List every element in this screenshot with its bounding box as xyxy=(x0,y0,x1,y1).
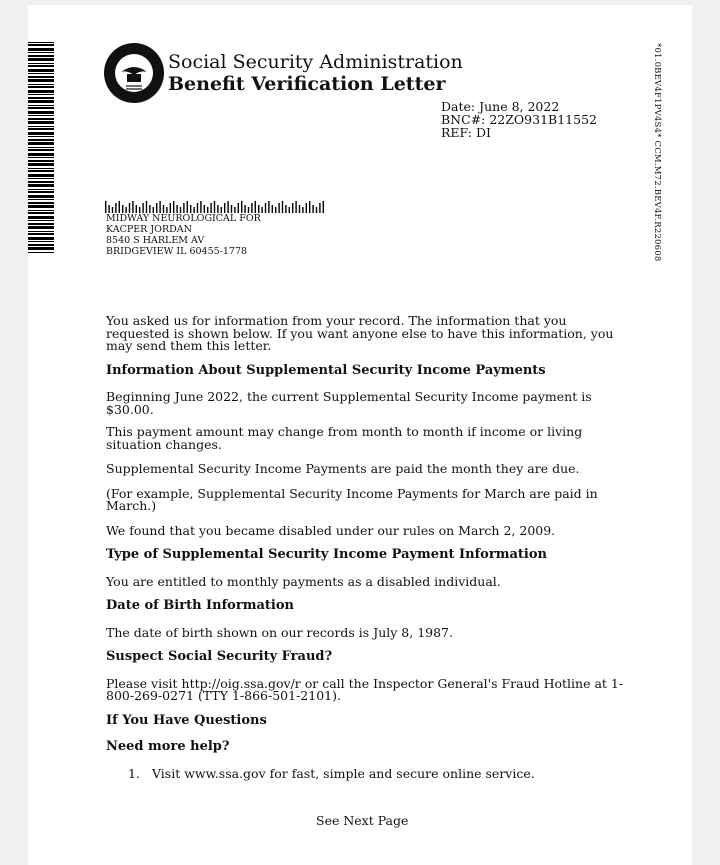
barcode-bar xyxy=(275,207,276,213)
barcode-bar xyxy=(238,203,239,213)
barcode-bar xyxy=(28,157,54,158)
barcode-bar xyxy=(28,223,54,225)
barcode-bar xyxy=(241,201,242,213)
barcode-bar xyxy=(170,203,171,213)
paragraph: Please visit http://oig.ssa.gov/r or call the Inspector General's Fraud Hotline at 1-800-269-0271 (TTY 1-866-501-2101). xyxy=(106,675,624,703)
barcode-bar xyxy=(312,205,313,213)
barcode-bar xyxy=(255,201,256,213)
barcode-bar xyxy=(173,201,174,213)
barcode-bar xyxy=(204,205,205,213)
side-tracking-code xyxy=(648,43,664,262)
barcode-bar xyxy=(28,65,54,67)
barcode-bar xyxy=(251,203,252,213)
barcode-bar xyxy=(214,201,215,213)
barcode-bar xyxy=(28,79,54,82)
barcode-bar xyxy=(306,203,307,213)
barcode-bar xyxy=(268,201,269,213)
barcode-bar xyxy=(295,201,296,213)
barcode-bar xyxy=(28,58,54,61)
barcode-bar xyxy=(28,128,54,130)
barcode-bar xyxy=(28,97,54,99)
list-text: Visit www.ssa.gov for fast, simple and secure online service. xyxy=(152,765,535,781)
barcode-bar xyxy=(224,203,225,213)
barcode-bar xyxy=(28,153,54,156)
barcode-bar xyxy=(227,201,228,213)
letter-page xyxy=(28,5,692,865)
barcode-bar xyxy=(28,184,54,187)
letter-ref: REF: DI xyxy=(441,125,491,140)
barcode-bar xyxy=(217,205,218,213)
barcode-bar xyxy=(285,205,286,213)
barcode-bar xyxy=(28,121,54,124)
barcode-bar xyxy=(28,252,54,253)
section-heading: Need more help? xyxy=(106,739,230,754)
barcode-bar xyxy=(28,195,54,198)
barcode-bar xyxy=(28,237,54,240)
barcode-bar xyxy=(28,216,54,219)
ssa-seal-logo xyxy=(103,42,165,104)
barcode-bar xyxy=(28,149,54,151)
section-heading: Type of Supplemental Security Income Payment Information xyxy=(106,547,547,562)
barcode-bar xyxy=(28,160,54,162)
barcode-bar xyxy=(156,203,157,213)
barcode-bar xyxy=(28,139,54,141)
barcode-bar xyxy=(272,205,273,213)
barcode-bar xyxy=(28,42,54,43)
barcode-bar xyxy=(316,207,317,213)
barcode-bar xyxy=(119,201,120,213)
barcode-bar xyxy=(28,115,54,116)
barcode-bar xyxy=(28,94,54,95)
barcode-bar xyxy=(28,73,54,74)
agency-name: Social Security Administration xyxy=(168,51,463,73)
barcode-bar xyxy=(28,69,54,72)
barcode-bar xyxy=(28,147,54,148)
barcode-bar xyxy=(28,55,54,57)
barcode-bar xyxy=(28,136,54,137)
side-tracking-text: *01.0BEV4F1PV4S4* CCM.M72.BEV4F.R220608 xyxy=(652,43,662,262)
barcode-bar xyxy=(261,207,262,213)
barcode-bar xyxy=(323,201,324,213)
barcode-bar xyxy=(28,205,54,208)
barcode-bar xyxy=(28,233,54,235)
letter-body xyxy=(106,315,626,780)
barcode-bar xyxy=(282,201,283,213)
barcode-bar xyxy=(197,203,198,213)
see-next-page: See Next Page xyxy=(316,813,409,828)
barcode-bar xyxy=(28,111,54,114)
section-heading: Date of Birth Information xyxy=(106,598,294,613)
barcode-bar xyxy=(302,207,303,213)
paragraph: Beginning June 2022, the current Supplemental Security Income payment is $30.00. xyxy=(106,389,592,417)
barcode-bar xyxy=(28,76,54,78)
barcode-bar xyxy=(149,205,150,213)
letter-meta xyxy=(441,100,597,139)
paragraph: Supplemental Security Income Payments are paid the month they are due. xyxy=(106,461,580,476)
address-line: KACPER JORDAN xyxy=(106,224,192,235)
barcode-bar xyxy=(28,191,54,193)
barcode-bar xyxy=(28,170,54,172)
section-heading: If You Have Questions xyxy=(106,712,267,728)
barcode-bar xyxy=(28,212,54,214)
barcode-bar xyxy=(28,220,54,221)
barcode-bar xyxy=(105,201,106,213)
barcode-bar xyxy=(28,90,54,93)
barcode-bar xyxy=(200,201,201,213)
barcode-bar xyxy=(146,201,147,213)
paragraph: We found that you became disabled under our rules on March 2, 2009. xyxy=(106,522,556,538)
barcode-bar xyxy=(28,126,54,127)
barcode-bar xyxy=(183,203,184,213)
barcode-bar xyxy=(28,189,54,190)
barcode-bar xyxy=(28,210,54,211)
barcode-bar xyxy=(28,63,54,64)
barcode-bar xyxy=(28,84,54,85)
paragraph: The date of birth shown on our records is July 8, 1987. xyxy=(106,624,453,640)
barcode-bar xyxy=(309,201,310,213)
barcode-bar xyxy=(28,100,54,103)
barcode-bar xyxy=(28,163,54,166)
list-item xyxy=(106,765,626,781)
barcode-bar xyxy=(163,205,164,213)
barcode-bar xyxy=(28,107,54,109)
barcode-bar xyxy=(28,226,54,229)
barcode-bar xyxy=(265,203,266,213)
barcode-bar xyxy=(28,174,54,177)
barcode-bar xyxy=(28,168,54,169)
barcode-bar xyxy=(292,203,293,213)
barcode-bar xyxy=(28,241,54,242)
barcode-bar xyxy=(278,203,279,213)
section-heading: Suspect Social Security Fraud? xyxy=(106,649,333,664)
barcode-bar xyxy=(190,205,191,213)
barcode-bar xyxy=(28,105,54,106)
barcode-bar xyxy=(142,203,143,213)
barcode-bar xyxy=(28,244,54,246)
barcode-bar xyxy=(132,201,133,213)
barcode-bar xyxy=(231,205,232,213)
barcode-bar xyxy=(319,203,320,213)
barcode-bar xyxy=(108,205,109,213)
section-heading: Information About Supplemental Security Income Payments xyxy=(106,362,546,378)
paragraph: You are entitled to monthly payments as a disabled individual. xyxy=(106,573,501,589)
barcode-bar xyxy=(122,205,123,213)
barcode-bar xyxy=(28,181,54,183)
barcode-bar xyxy=(28,118,54,120)
list-number: 1. xyxy=(128,765,140,781)
barcode-bar xyxy=(28,44,54,46)
barcode-bar xyxy=(28,142,54,145)
paragraph: (For example, Supplemental Security Income Payments for March are paid in March.) xyxy=(106,485,598,513)
barcode-bar xyxy=(176,205,177,213)
letter-title: Benefit Verification Letter xyxy=(168,73,446,95)
barcode-bar xyxy=(28,52,54,53)
barcode-bar xyxy=(28,199,54,200)
barcode-bar xyxy=(28,178,54,179)
intro-paragraph: You asked us for information from your record. The information that you requested is shown below. If you want anyone else to have this information, you may send them this letter. xyxy=(106,313,614,353)
mailing-address xyxy=(106,213,261,257)
address-line: BRIDGEVIEW IL 60455-1778 xyxy=(106,246,248,257)
barcode-bar xyxy=(115,203,116,213)
barcode-bar xyxy=(28,86,54,88)
barcode-bar xyxy=(258,205,259,213)
letter-date: Date: June 8, 2022 xyxy=(441,99,560,114)
address-line: MIDWAY NEUROLOGICAL FOR xyxy=(106,213,261,224)
barcode-bar xyxy=(299,205,300,213)
barcode-bar xyxy=(28,202,54,204)
letter-bnc: BNC#: 22ZO931B11552 xyxy=(441,112,597,127)
barcode-bar xyxy=(28,48,54,51)
barcode-bar xyxy=(136,205,137,213)
paragraph: This payment amount may change from month to month if income or living situation changes. xyxy=(106,424,583,452)
barcode-bar xyxy=(244,205,245,213)
barcode-bar xyxy=(187,201,188,213)
barcode-bar xyxy=(28,247,54,250)
barcode-bar xyxy=(28,132,54,135)
barcode-bar xyxy=(289,207,290,213)
address-line: 8540 S HARLEM AV xyxy=(106,235,205,246)
postal-barcode xyxy=(105,201,325,213)
barcode-bar xyxy=(28,231,54,232)
barcode-bar xyxy=(129,203,130,213)
barcode-bar xyxy=(159,201,160,213)
barcode-bar xyxy=(210,203,211,213)
vertical-barcode xyxy=(28,42,54,254)
